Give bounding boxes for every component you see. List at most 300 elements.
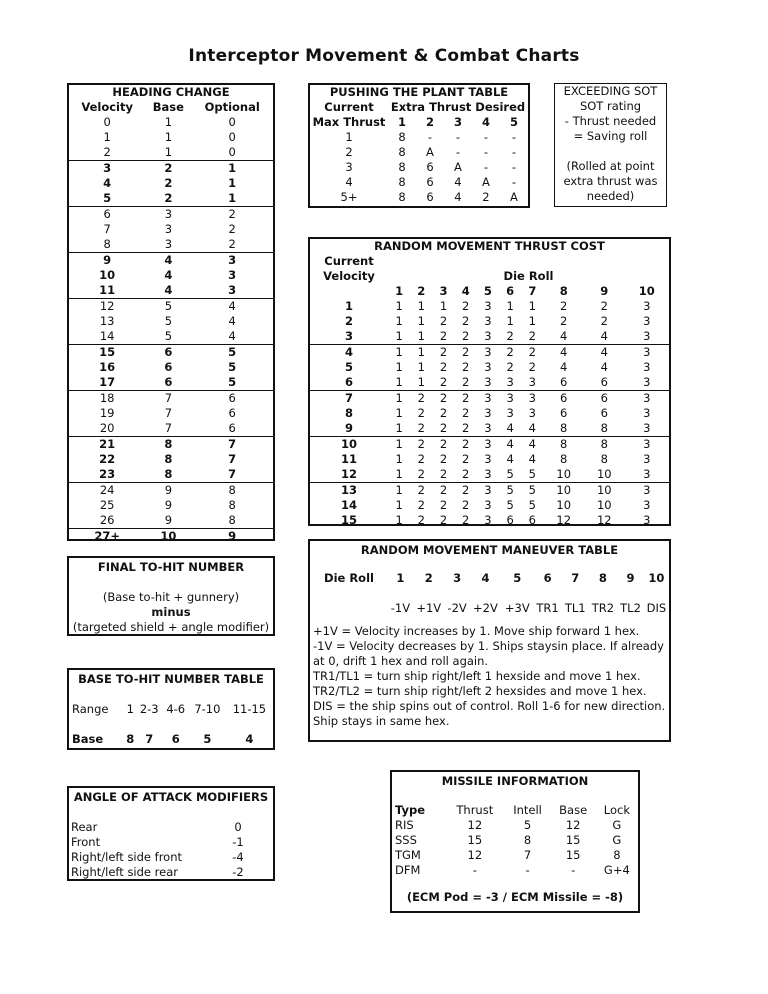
table-cell: 6 xyxy=(506,513,514,527)
final-to-hit-box xyxy=(67,556,275,636)
die-roll-label: Die Roll xyxy=(324,571,374,585)
die-roll-header: 9 xyxy=(626,571,635,585)
table-cell: 2 xyxy=(439,314,448,328)
table-cell: 6 xyxy=(600,375,608,389)
spacer xyxy=(69,717,273,732)
table-row xyxy=(69,437,273,453)
table-cell: 3 xyxy=(643,329,651,343)
table-cell: 12 xyxy=(467,848,483,862)
table-cell: 5 xyxy=(164,329,173,343)
table-cell: 2 xyxy=(600,314,608,328)
table-row xyxy=(69,820,273,835)
table-cell: 3 xyxy=(164,222,173,236)
spacer xyxy=(310,601,388,616)
final-to-hit-line1: (Base to-hit + gunnery) xyxy=(102,590,240,604)
table-cell: 2 xyxy=(462,329,470,343)
table-cell: 3 xyxy=(484,375,492,389)
table-row xyxy=(69,850,273,865)
die-roll-header: 3 xyxy=(453,571,462,585)
table-row xyxy=(69,391,273,407)
table-cell: - xyxy=(571,863,576,877)
maneuver-result: TR1 xyxy=(536,601,559,615)
table-cell: 4 xyxy=(584,345,625,361)
table-cell: 15 xyxy=(340,513,357,527)
table-cell: 2 xyxy=(145,161,191,177)
table-cell: 3 xyxy=(484,452,492,466)
table-cell: 5 xyxy=(523,818,532,832)
die-roll-header: 10 xyxy=(638,284,655,298)
table-cell: 2 xyxy=(417,421,425,435)
table-cell: 3 xyxy=(643,498,651,512)
table-row xyxy=(69,283,273,299)
page-title: Interceptor Movement & Combat Charts xyxy=(188,46,580,66)
table-cell: 2 xyxy=(462,314,470,328)
table-row xyxy=(69,498,273,513)
table-cell: 1 xyxy=(395,452,403,466)
table-cell: 1 xyxy=(395,513,403,527)
table-cell: 2 xyxy=(462,467,470,481)
table-cell: 1 xyxy=(395,406,403,420)
table-cell: 8 xyxy=(584,437,625,453)
table-cell: 4 xyxy=(310,345,388,361)
base-to-hit-title: BASE TO-HIT NUMBER TABLE xyxy=(78,672,264,686)
table-cell: 3 xyxy=(528,406,536,420)
angle-value: 0 xyxy=(234,820,242,834)
table-cell: 2 xyxy=(499,345,521,361)
table-cell: 5 xyxy=(228,360,237,374)
maneuver-result: +1V xyxy=(416,601,442,615)
table-cell: 2 xyxy=(439,329,448,343)
table-cell: 5+ xyxy=(340,190,358,204)
table-cell: 8 xyxy=(398,190,406,204)
table-row xyxy=(310,375,669,391)
angle-attack-title: ANGLE OF ATTACK MODIFIERS xyxy=(73,790,269,804)
table-cell: A xyxy=(426,145,434,159)
pushing-plant-header: 3 xyxy=(453,115,462,129)
table-cell: 15 xyxy=(565,848,581,862)
table-cell: 2 xyxy=(417,452,425,466)
table-cell: 3 xyxy=(506,406,514,420)
table-cell: 3 xyxy=(484,467,492,481)
table-row xyxy=(69,421,273,437)
pushing-plant-table xyxy=(308,83,530,208)
table-cell: 0 xyxy=(228,130,236,144)
die-roll-header: 1 xyxy=(396,571,405,585)
table-row xyxy=(69,529,273,545)
maneuver-note: TR1/TL1 = turn ship right/left 1 hexside and move 1 hex. xyxy=(313,669,641,683)
table-cell: - xyxy=(511,160,517,174)
table-cell: 2 xyxy=(560,299,568,313)
table-cell: G xyxy=(612,818,622,832)
table-cell: 5 xyxy=(164,314,173,328)
table-cell: 0 xyxy=(228,145,236,159)
sot-line xyxy=(555,144,666,159)
table-cell: 2 xyxy=(455,483,477,499)
heading-change-col-header: Optional xyxy=(204,100,260,114)
missile-col-header: Base xyxy=(559,803,588,817)
spacer xyxy=(310,586,669,601)
table-cell: 5 xyxy=(228,375,237,389)
table-row xyxy=(69,452,273,467)
table-cell: 1 xyxy=(528,314,536,328)
table-row xyxy=(310,145,528,160)
table-row xyxy=(310,483,669,499)
table-cell: 2 xyxy=(462,406,470,420)
table-cell: 2 xyxy=(410,437,432,453)
range-value: 11-15 xyxy=(232,702,267,716)
maneuver-note: Ship stays in same hex. xyxy=(313,714,450,728)
table-cell: 4 xyxy=(228,314,236,328)
table-cell: 2 xyxy=(164,191,173,205)
table-cell: 1 xyxy=(191,161,273,177)
table-cell: 10 xyxy=(99,268,116,282)
table-row xyxy=(69,253,273,269)
table-cell: 6 xyxy=(145,345,191,361)
range-value: 4-6 xyxy=(166,702,186,716)
table-cell: 3 xyxy=(643,360,651,374)
angle-label: Right/left side front xyxy=(71,850,183,864)
table-cell: 5 xyxy=(506,498,514,512)
table-cell: 3 xyxy=(521,391,543,407)
table-row xyxy=(310,421,669,437)
table-cell: A xyxy=(482,175,490,189)
table-cell: 2 xyxy=(462,421,470,435)
table-cell: 2 xyxy=(528,360,536,374)
table-cell: 5 xyxy=(145,299,191,315)
table-cell: 7 xyxy=(523,848,532,862)
table-cell: 10 xyxy=(310,437,388,453)
table-cell: 20 xyxy=(99,421,115,435)
table-cell: 4 xyxy=(560,329,568,343)
table-cell: 2 xyxy=(164,176,173,190)
table-cell: 2 xyxy=(439,360,448,374)
table-row xyxy=(392,863,638,878)
table-cell: 2 xyxy=(191,207,273,223)
base-value: 8 xyxy=(126,732,135,746)
pushing-plant-title: PUSHING THE PLANT TABLE xyxy=(329,85,509,99)
maneuver-result: TL2 xyxy=(620,601,641,615)
missile-footer: (ECM Pod = -3 / ECM Missile = -8) xyxy=(406,890,624,904)
table-cell: 9 xyxy=(344,421,353,435)
missile-col-header: Thrust xyxy=(456,803,494,817)
table-row xyxy=(69,835,273,850)
table-cell: 3 xyxy=(477,483,499,499)
table-cell: 2 xyxy=(432,437,454,453)
table-row xyxy=(310,452,669,467)
table-cell: 14 xyxy=(99,329,115,343)
table-row xyxy=(69,115,273,130)
table-row xyxy=(310,391,669,407)
spacer xyxy=(388,254,669,269)
table-cell: 1 xyxy=(417,314,425,328)
table-cell: 3 xyxy=(484,498,492,512)
sot-line: = Saving roll xyxy=(573,129,648,143)
die-roll-header: 4 xyxy=(481,571,490,585)
table-row xyxy=(69,191,273,207)
table-cell: 1 xyxy=(395,498,403,512)
table-cell: 2 xyxy=(417,467,425,481)
table-cell: 0 xyxy=(103,115,111,129)
range-value: 7-10 xyxy=(194,702,221,716)
random-thrust-table xyxy=(308,237,671,526)
table-cell: 4 xyxy=(145,253,191,269)
final-to-hit-line3: (targeted shield + angle modifier) xyxy=(72,620,270,634)
table-row xyxy=(69,161,273,177)
table-cell: RIS xyxy=(395,818,414,832)
table-cell: 1 xyxy=(417,360,425,374)
table-cell: 12 xyxy=(69,299,145,315)
missile-col-header: Intell xyxy=(513,803,542,817)
table-cell: 8 xyxy=(344,406,353,420)
table-cell: 6 xyxy=(69,207,145,223)
table-cell: 22 xyxy=(99,452,116,466)
table-cell: 4 xyxy=(164,268,173,282)
table-cell: 3 xyxy=(484,360,492,374)
table-row xyxy=(69,299,273,315)
table-cell: 6 xyxy=(560,406,568,420)
table-cell: 2 xyxy=(439,452,448,466)
table-cell: 12 xyxy=(340,467,357,481)
table-row xyxy=(69,176,273,191)
table-cell: 3 xyxy=(484,406,492,420)
table-row xyxy=(392,848,638,863)
table-cell: 27+ xyxy=(69,529,145,545)
table-cell: 3 xyxy=(625,345,669,361)
table-row xyxy=(69,207,273,223)
maneuver-note: at 0, drift 1 hex and roll again. xyxy=(313,654,489,668)
table-cell: 1 xyxy=(388,483,410,499)
angle-value: -2 xyxy=(232,865,244,879)
table-cell: 6 xyxy=(426,190,434,204)
table-cell: 3 xyxy=(145,207,191,223)
maneuver-result: DIS xyxy=(646,601,667,615)
table-cell: 2 xyxy=(417,406,425,420)
table-cell: 3 xyxy=(643,421,651,435)
table-cell: 5 xyxy=(103,191,112,205)
table-cell: 3 xyxy=(528,375,536,389)
final-to-hit-line2: minus xyxy=(151,605,191,619)
table-cell: 8 xyxy=(228,513,236,527)
table-row xyxy=(69,483,273,499)
table-cell: 7 xyxy=(191,437,273,453)
table-cell: 4 xyxy=(164,283,173,297)
table-cell: 5 xyxy=(344,360,353,374)
table-cell: 3 xyxy=(477,437,499,453)
table-cell: 2 xyxy=(528,329,536,343)
table-cell: 1 xyxy=(506,299,514,313)
table-cell: 2 xyxy=(439,406,448,420)
table-cell: 1 xyxy=(395,314,403,328)
die-roll-header: 5 xyxy=(483,284,492,298)
table-cell: 3 xyxy=(477,391,499,407)
table-cell: 3 xyxy=(643,299,651,313)
table-cell: - xyxy=(483,130,489,144)
table-cell: 2 xyxy=(560,314,568,328)
table-cell: 11 xyxy=(340,452,357,466)
pushing-plant-header: Extra Thrust Desired xyxy=(390,100,526,114)
table-cell: 4 xyxy=(521,437,543,453)
table-cell: A xyxy=(454,160,462,174)
base-label: Base xyxy=(72,732,104,746)
pushing-plant-header: 2 xyxy=(425,115,434,129)
table-cell: 2 xyxy=(462,513,470,527)
die-roll-header: 9 xyxy=(600,284,609,298)
table-cell: 2 xyxy=(432,483,454,499)
table-cell: 2 xyxy=(344,314,353,328)
table-cell: 6 xyxy=(560,375,568,389)
table-cell: 3 xyxy=(643,406,651,420)
table-cell: 8 xyxy=(103,237,111,251)
table-cell: 1 xyxy=(395,329,403,343)
range-value: 2-3 xyxy=(139,702,159,716)
table-row xyxy=(69,513,273,529)
table-cell: 7 xyxy=(103,222,111,236)
table-cell: 15 xyxy=(467,833,483,847)
table-cell: 3 xyxy=(643,452,651,466)
table-cell: 8 xyxy=(560,452,568,466)
maneuver-result: -2V xyxy=(447,601,467,615)
table-cell: - xyxy=(483,145,489,159)
table-cell: G xyxy=(612,833,622,847)
table-cell: 8 xyxy=(398,145,406,159)
table-cell: 24 xyxy=(69,483,145,499)
table-cell: 2 xyxy=(462,360,470,374)
table-cell: 3 xyxy=(643,513,651,527)
table-cell: 8 xyxy=(145,437,191,453)
table-cell: 3 xyxy=(625,437,669,453)
table-row xyxy=(69,145,273,161)
table-row xyxy=(310,467,669,483)
table-cell: 25 xyxy=(99,498,115,512)
angle-label: Front xyxy=(71,835,101,849)
table-cell: 12 xyxy=(565,818,581,832)
base-value: 4 xyxy=(245,732,254,746)
table-cell: 5 xyxy=(191,345,273,361)
table-cell: 1 xyxy=(417,329,425,343)
table-cell: 1 xyxy=(395,421,403,435)
pushing-plant-header: 1 xyxy=(397,115,406,129)
table-cell: 2 xyxy=(455,437,477,453)
maneuver-note: -1V = Velocity decreases by 1. Ships staysin place. If already xyxy=(313,639,664,653)
table-cell: 3 xyxy=(484,314,492,328)
table-cell: DFM xyxy=(395,863,421,877)
table-cell: 6 xyxy=(164,360,173,374)
table-cell: 8 xyxy=(228,498,236,512)
table-cell: 2 xyxy=(410,483,432,499)
die-roll-header: 5 xyxy=(513,571,522,585)
table-cell: 8 xyxy=(560,421,568,435)
table-cell: - xyxy=(455,145,461,159)
table-cell: 4 xyxy=(499,437,521,453)
table-cell: 3 xyxy=(345,160,353,174)
table-cell: 13 xyxy=(99,314,115,328)
table-cell: 3 xyxy=(625,483,669,499)
table-cell: 2 xyxy=(462,375,470,389)
base-value: 5 xyxy=(203,732,212,746)
maneuver-note: TR2/TL2 = turn ship right/left 2 hexsides and move 1 hex. xyxy=(313,684,647,698)
table-cell: 3 xyxy=(484,329,492,343)
maneuver-result: TL1 xyxy=(564,601,586,615)
table-cell: 10 xyxy=(145,529,191,545)
table-cell: 6 xyxy=(528,513,536,527)
table-cell: 2 xyxy=(439,421,448,435)
current-label: Current xyxy=(324,254,374,268)
die-roll-header: 1 xyxy=(395,284,404,298)
table-cell: 8 xyxy=(523,833,532,847)
maneuver-result: TR2 xyxy=(591,601,615,615)
maneuver-title: RANDOM MOVEMENT MANEUVER TABLE xyxy=(360,543,619,557)
table-cell: 6 xyxy=(584,391,625,407)
table-cell: 4 xyxy=(506,452,514,466)
table-row xyxy=(310,314,669,329)
table-cell: 8 xyxy=(398,160,406,174)
sot-line: SOT rating xyxy=(579,99,642,113)
die-roll-header: 2 xyxy=(417,284,426,298)
table-cell: 4 xyxy=(600,329,608,343)
heading-change-title: HEADING CHANGE xyxy=(112,85,230,99)
table-cell: 2 xyxy=(439,498,448,512)
table-row xyxy=(310,299,669,314)
table-row xyxy=(69,375,273,391)
die-roll-header: 8 xyxy=(598,571,607,585)
table-cell: 2 xyxy=(506,360,514,374)
die-roll-header: 6 xyxy=(506,284,515,298)
table-cell: 1 xyxy=(345,130,353,144)
table-cell: 2 xyxy=(410,391,432,407)
table-cell: 2 xyxy=(417,498,425,512)
table-cell: 1 xyxy=(388,345,410,361)
table-cell: 6 xyxy=(600,406,608,420)
table-cell: 1 xyxy=(439,299,448,313)
die-roll-header: 10 xyxy=(648,571,665,585)
table-cell: 14 xyxy=(340,498,357,512)
table-cell: - xyxy=(472,863,477,877)
table-cell: 8 xyxy=(600,421,608,435)
maneuver-note: DIS = the ship spins out of control. Roll 1-6 for new direction. xyxy=(313,699,666,713)
table-cell: 8 xyxy=(600,452,608,466)
table-cell: 3 xyxy=(643,314,651,328)
table-cell: 2 xyxy=(345,145,353,159)
table-cell: 1 xyxy=(344,299,353,313)
table-cell: 7 xyxy=(228,452,237,466)
base-to-hit-table xyxy=(67,668,275,750)
table-cell: 2 xyxy=(462,452,470,466)
table-cell: 3 xyxy=(228,268,237,282)
die-roll-header: 3 xyxy=(439,284,448,298)
table-cell: - xyxy=(511,175,517,189)
table-cell: 10 xyxy=(556,498,572,512)
table-cell: 15 xyxy=(565,833,581,847)
table-cell: 10 xyxy=(543,483,584,499)
velocity-label: Velocity xyxy=(323,269,375,283)
table-cell: 23 xyxy=(99,467,116,481)
table-cell: 4 xyxy=(506,421,514,435)
table-cell: 3 xyxy=(484,513,492,527)
table-cell: 9 xyxy=(164,498,173,512)
table-cell: 5 xyxy=(528,498,536,512)
table-row xyxy=(310,175,528,190)
table-cell: G+4 xyxy=(603,863,630,877)
table-cell: 9 xyxy=(191,529,273,545)
table-cell: - xyxy=(511,130,517,144)
table-cell: 1 xyxy=(410,345,432,361)
table-cell: 0 xyxy=(228,115,236,129)
table-cell: 10 xyxy=(556,467,572,481)
table-cell: 1 xyxy=(164,130,173,144)
table-cell: 2 xyxy=(462,299,470,313)
table-cell: 2 xyxy=(521,345,543,361)
table-cell: 8 xyxy=(398,175,406,189)
